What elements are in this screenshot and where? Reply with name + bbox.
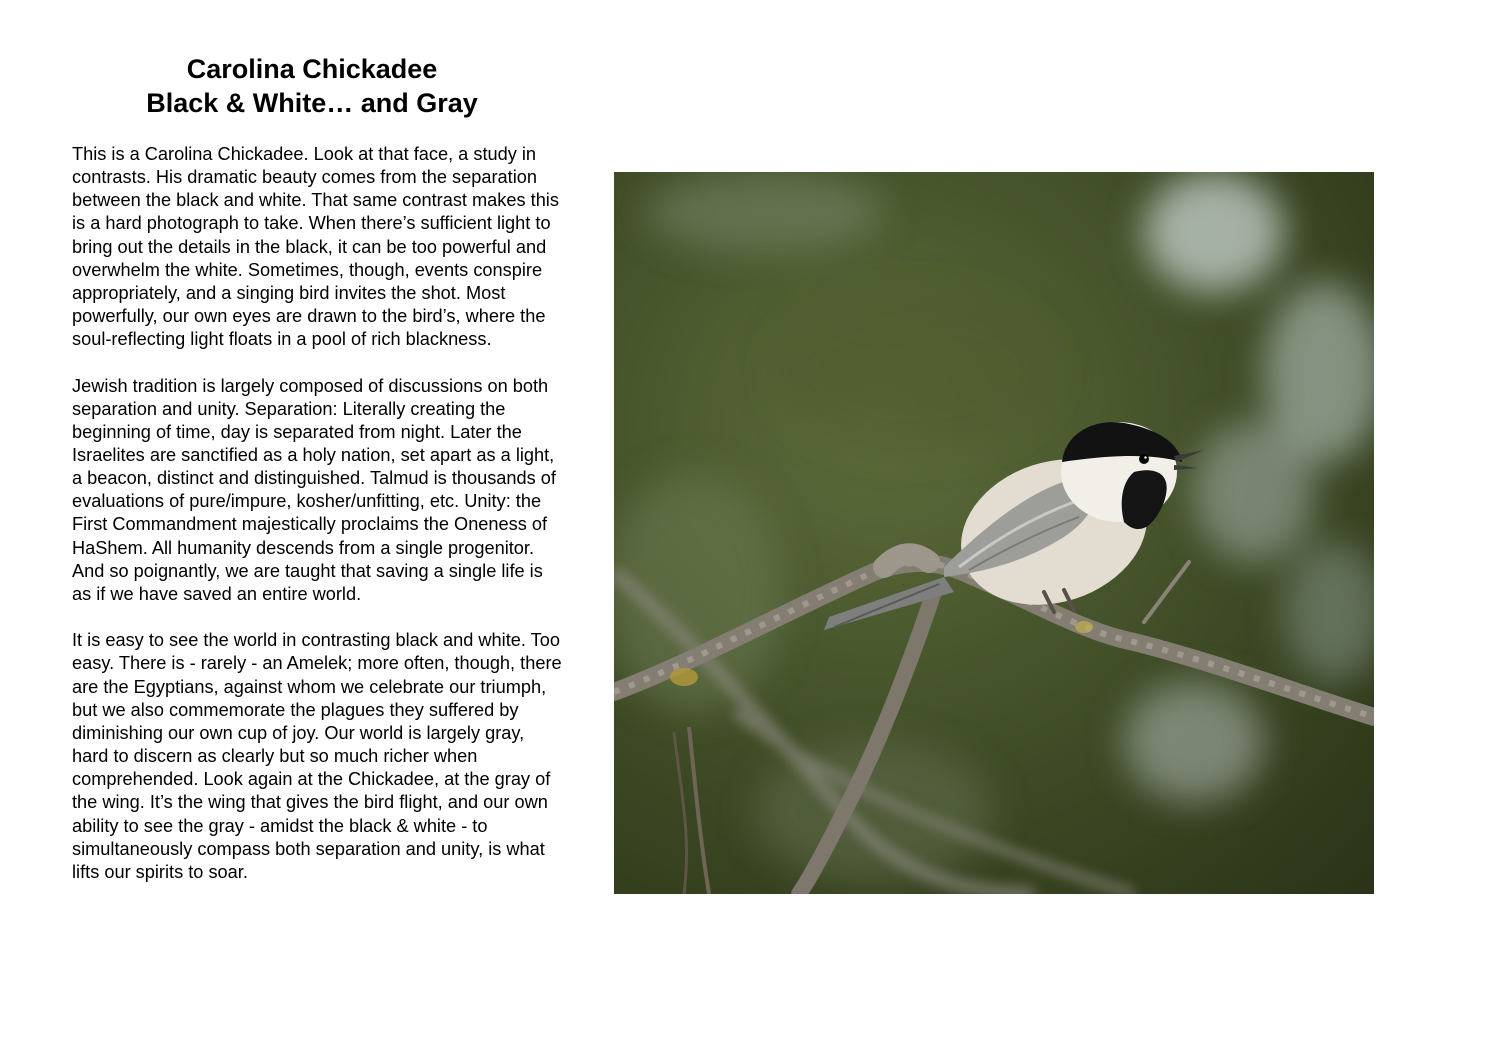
paragraph-2: Jewish tradition is largely composed of discussions on both separation and unity. Separation: Literally creating the beginning of time, day is separated from night. Later the Israelites are sanctified as a holy nation, set apart as a light, a beacon, distinct and distinguished. Talmud is thousands of evaluations of pure/impure, kosher/unfitting, etc. Unity: the First Commandment majestically proclaims the Oneness of HaShem. All humanity descends from a single progenitor. And so poignantly, we are taught that saving a single life is as if we have saved an entire world.: [72, 375, 556, 604]
title-line-2: Black & White… and Gray: [146, 88, 478, 118]
paragraph-3: It is easy to see the world in contrasting black and white. Too easy. There is - rarely - an Amelek; more often, though, there are the Egyptians, against whom we celebrate our triumph, but we also commemorate the plagues they suffered by diminishing our own cup of joy. Our world is largely gray, hard to discern as clearly but so much richer when comprehended. Look again at the Chickadee, at the gray of the wing. It’s the wing that gives the bird flight, and our own ability to see the gray - amidst the black & white - to simultaneously compass both separation and unity, is what lifts our spirits to soar.: [72, 630, 562, 882]
essay-text: [72, 143, 562, 907]
title-line-1: Carolina Chickadee: [186, 54, 438, 84]
chickadee-illustration: [614, 172, 1374, 894]
paragraph-1: This is a Carolina Chickadee. Look at that face, a study in contrasts. His dramatic beauty comes from the separation between the black and white. That same contrast makes this is a hard photograph to take. When there’s sufficient light to bring out the details in the black, it can be too powerful and overwhelm the white. Sometimes, though, events conspire appropriately, and a singing bird invites the shot. Most powerfully, our own eyes are drawn to the bird’s, where the soul-reflecting light floats in a pool of rich blackness.: [72, 144, 559, 350]
page-title: [62, 52, 562, 120]
chickadee-photo: [614, 172, 1374, 894]
